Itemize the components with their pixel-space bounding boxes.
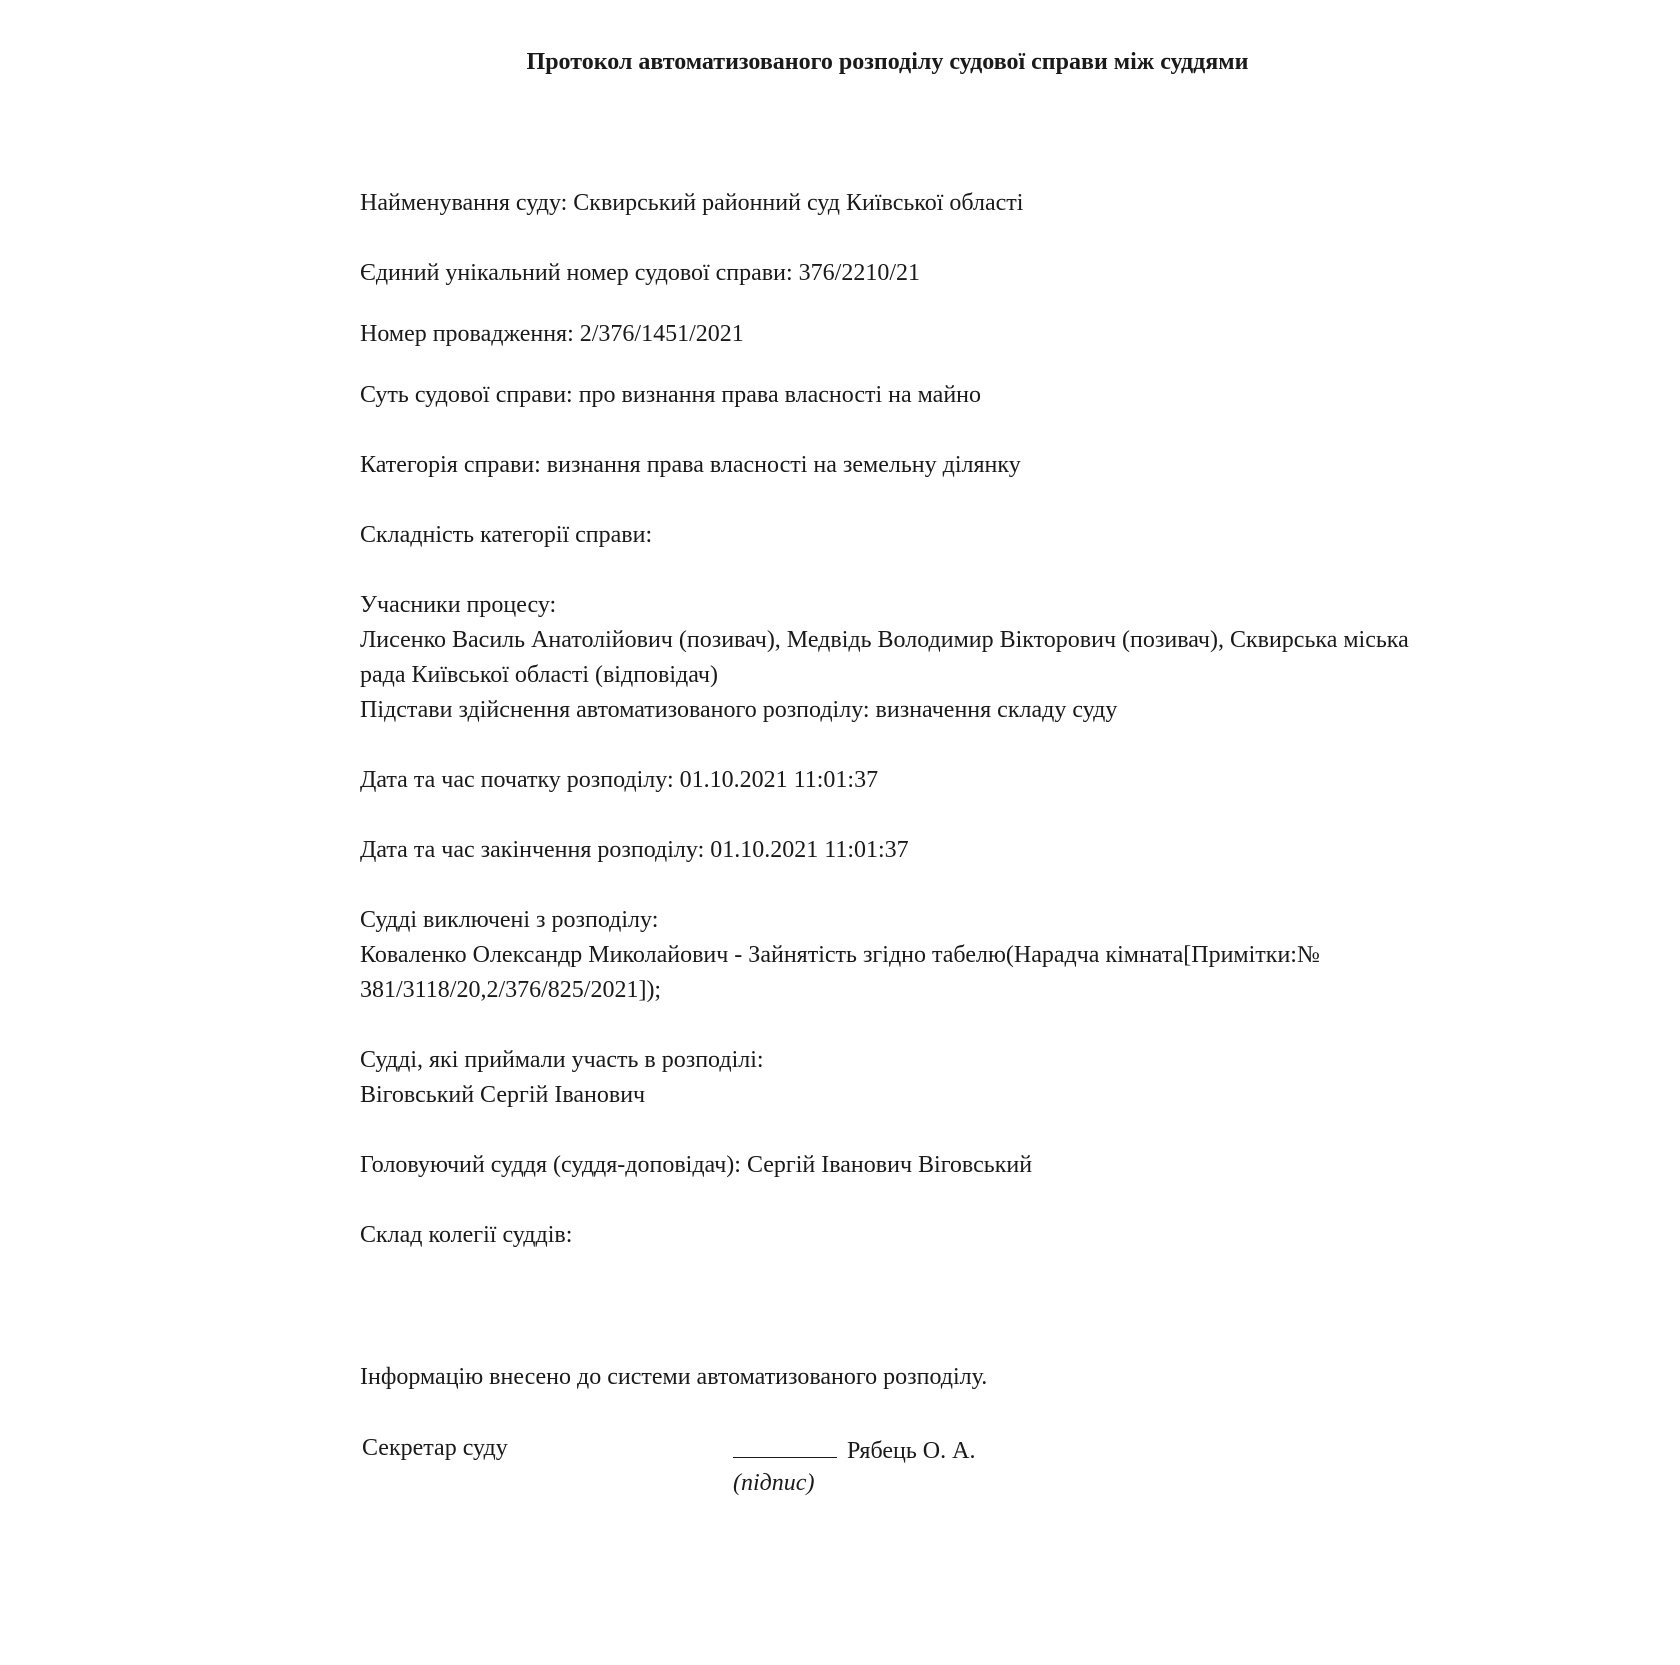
info-entered-note: Інформацію внесено до системи автоматизованого розподілу. [360,1364,988,1390]
end-datetime: Дата та час закінчення розподілу: 01.10.2021 11:01:37 [360,837,909,863]
participating-judges-label: Судді, які приймали участь в розподілі: [360,1047,764,1073]
case-essence: Суть судової справи: про визнання права власності на майно [360,382,981,408]
court-name: Найменування суду: Сквирський районний суд Київської області [360,190,1024,216]
distribution-grounds: Підстави здійснення автоматизованого розподілу: визначення складу суду [360,697,1118,723]
document-title: Протокол автоматизованого розподілу судової справи між суддями [526,49,1249,75]
category-complexity: Складність категорії справи: [360,522,653,548]
excluded-judges-label: Судді виключені з розподілу: [360,907,659,933]
signature-note: (підпис) [733,1470,815,1496]
signature-name: Рябець О. А. [847,1438,976,1464]
presiding-judge: Головуючий суддя (суддя-доповідач): Сергій Іванович Віговський [360,1152,1033,1178]
participating-judge: Віговський Сергій Іванович [360,1082,646,1108]
case-category: Категорія справи: визнання права власності на земельну ділянку [360,452,1021,478]
signature-role: Секретар суду [362,1435,508,1461]
signature-line [733,1431,975,1469]
start-datetime: Дата та час початку розподілу: 01.10.2021 11:01:37 [360,767,879,793]
participants-label: Учасники процесу: [360,592,557,618]
signature-blank [733,1431,837,1458]
participants-line-1: Лисенко Василь Анатолійович (позивач), Медвідь Володимир Вікторович (позивач), Сквирська міська [360,627,1409,653]
proceeding-number: Номер провадження: 2/376/1451/2021 [360,321,744,347]
participants-line-2: рада Київської області (відповідач) [360,662,718,688]
panel-composition: Склад колегії суддів: [360,1222,573,1248]
case-number: Єдиний унікальний номер судової справи: 376/2210/21 [360,260,920,286]
excluded-judges-line-1: Коваленко Олександр Миколайович - Зайнятість згідно табелю(Нарадча кімната[Примітки:№ [360,942,1320,968]
excluded-judges-line-2: 381/3118/20,2/376/825/2021]); [360,977,662,1003]
